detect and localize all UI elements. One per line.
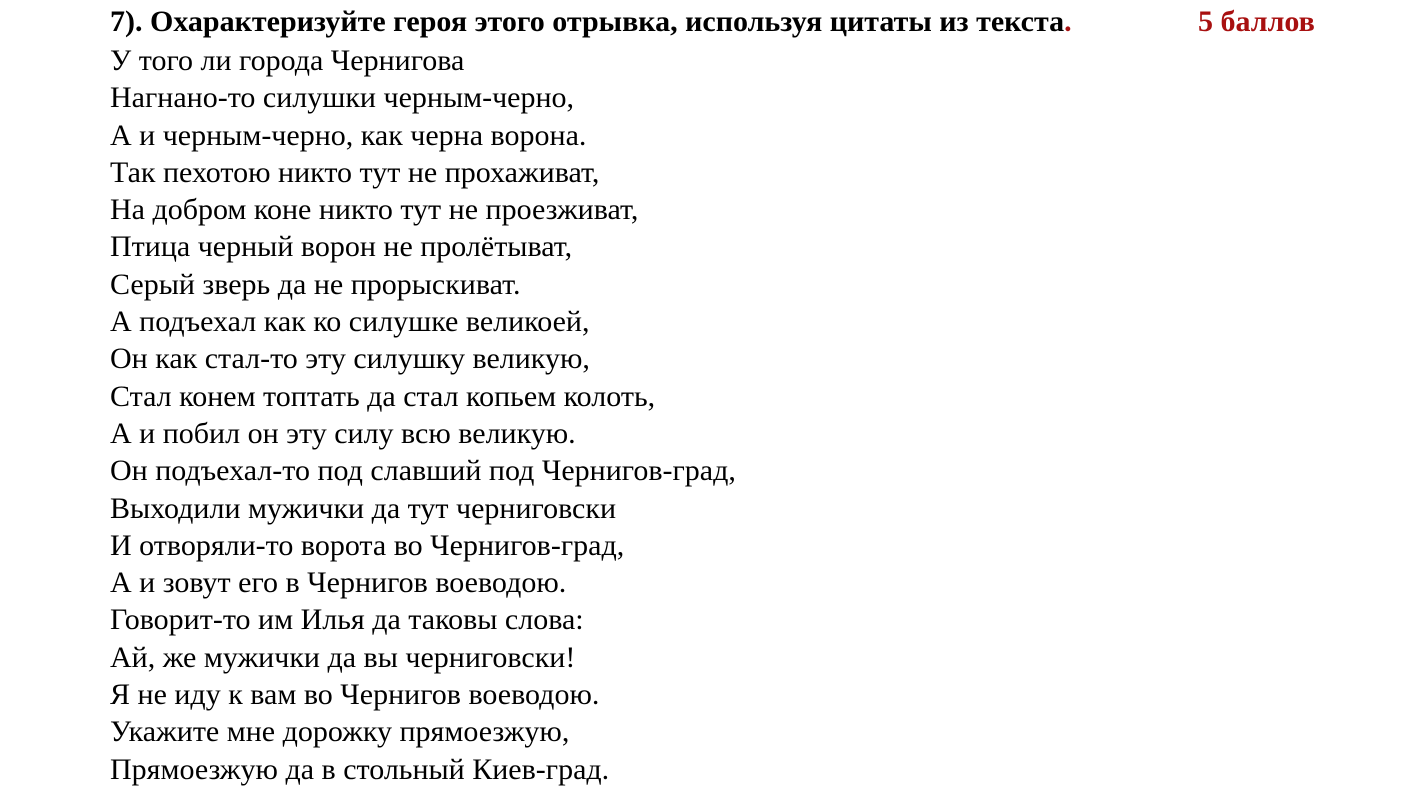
poem-line: Серый зверь да не прорыскиват.	[110, 267, 521, 301]
poem-line: А и побил он эту силу всю великую.	[110, 416, 576, 450]
poem-line: Прямоезжую да в стольный Киев-град.	[110, 752, 610, 786]
poem-line: Так пехотою никто тут не прохаживат,	[110, 155, 600, 189]
poem-line: А и зовут его в Чернигов воеводою.	[110, 566, 567, 600]
poem-line: Говорит-то им Илья да таковы слова:	[110, 603, 584, 637]
poem-line: Птица черный ворон не пролётыват,	[110, 230, 573, 264]
poem-line: Он подъехал-то под славший под Чернигов-град,	[110, 454, 736, 488]
task-title-text: 7). Охарактеризуйте героя этого отрывка, используя цитаты из текста	[110, 5, 1065, 38]
poem-line: Он как стал-то эту силушку великую,	[110, 342, 590, 376]
poem-line: Я не иду к вам во Чернигов воеводою.	[110, 678, 600, 712]
poem-line: А подъехал как ко силушке великоей,	[110, 305, 590, 339]
poem-line: А и черным-черно, как черна ворона.	[110, 118, 587, 152]
task-score: 5 баллов	[1198, 5, 1315, 38]
poem-text	[110, 42, 736, 788]
poem-line: Стал конем топтать да стал копьем колоть,	[110, 379, 656, 413]
task-title	[110, 3, 1072, 41]
poem-line: И отворяли-то ворота во Чернигов-град,	[110, 528, 625, 562]
task-title-period: .	[1064, 5, 1072, 38]
poem-line: На добром коне никто тут не проезживат,	[110, 193, 639, 227]
poem-line: Ай, же мужички да вы черниговски!	[110, 640, 576, 674]
poem-line: Нагнано-то силушки черным-черно,	[110, 81, 575, 115]
poem-line: У того ли города Чернигова	[110, 44, 465, 77]
task-header	[110, 3, 1340, 41]
poem-line: Выходили мужички да тут черниговски	[110, 491, 617, 525]
poem-line: Укажите мне дорожку прямоезжую,	[110, 715, 570, 749]
